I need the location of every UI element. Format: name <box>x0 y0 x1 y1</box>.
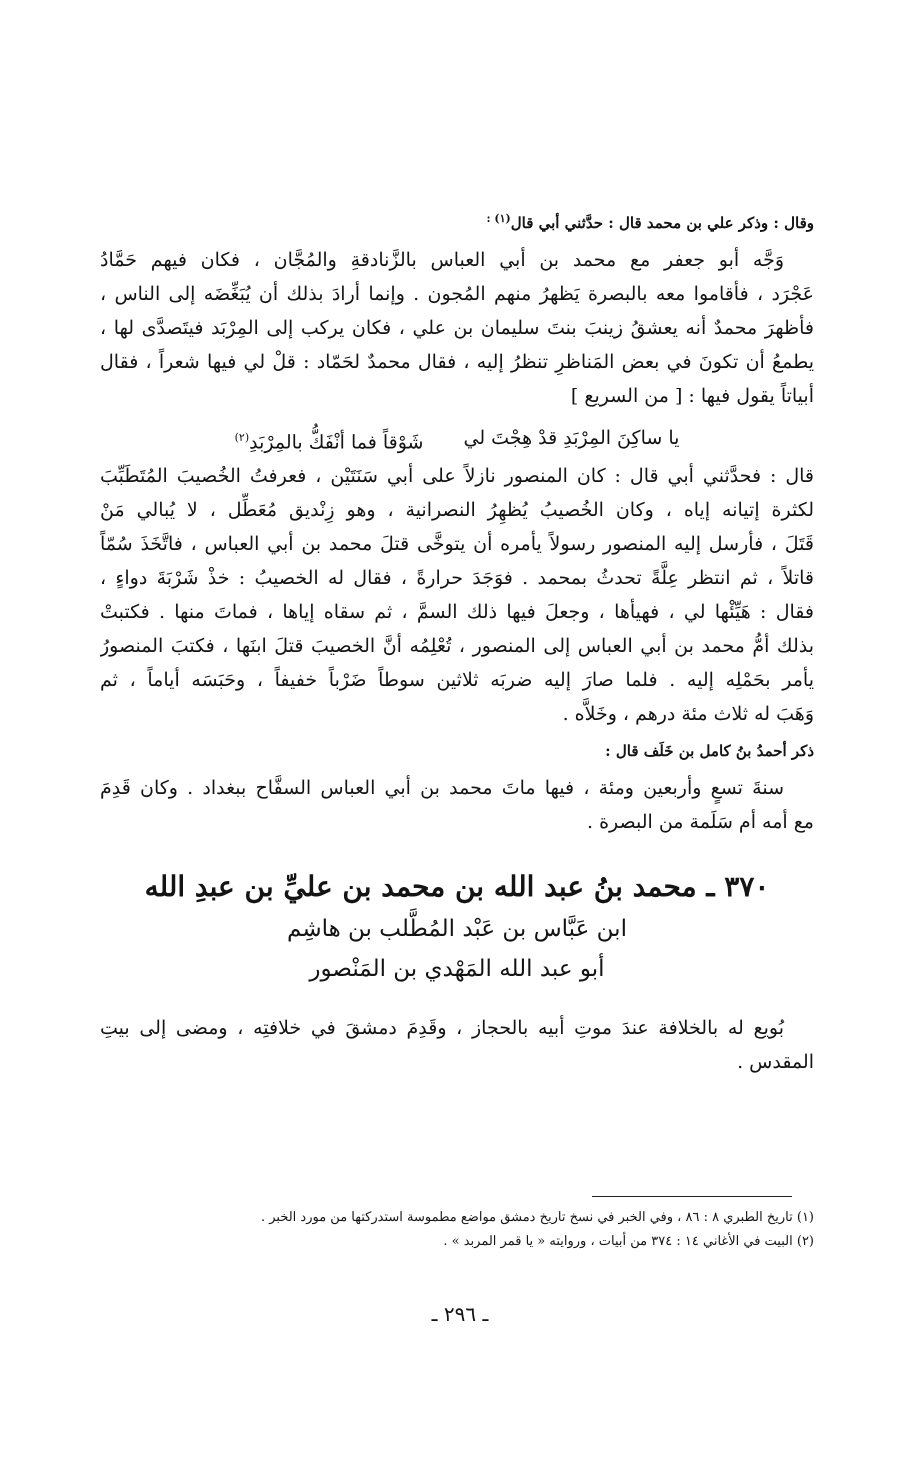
footnotes <box>100 1206 814 1254</box>
paragraph-line: سنةَ تسعٍ وأربعين ومئة ، فيها ماتَ محمد بن أبي العباس السفَّاح ببغداد . وكان قَدِمَ <box>100 777 784 800</box>
intro-footnote-ref: (١) : <box>486 212 511 225</box>
intro-text: وقال : وذكر علي بن محمد قال : حدَّثني أبي قال <box>510 214 814 232</box>
footnote-1: (١) تاريخ الطبري ٨ : ٨٦ ، وفي الخبر في نسخ تاريخ دمشق مواضع مطموسة استدركتها من مورد الخبر . <box>260 1210 814 1225</box>
page-number: ـ ٢٩٦ ـ <box>431 1302 489 1326</box>
paragraph-line: قَتَلَ ، فأرسل إليه المنصور رسولاً يأمره أن يتوخَّى قتلَ محمد بن أبي العباس ، فاتَّخَذَ سُمّاً <box>100 533 814 556</box>
poem-verse <box>100 421 814 459</box>
footnote-separator <box>592 1196 792 1197</box>
paragraph-line: أبياتاً يقول فيها : [ من السريع ] <box>570 385 814 407</box>
paragraph-line: يطمعُ أن تكونَ في بعض المَناظرِ تنظرُ إليه ، فقال محمدٌ لحَمّاد : قلْ لي فيها شعراً ، فقال <box>100 351 814 373</box>
paragraph-2 <box>100 459 814 731</box>
main-text <box>100 205 814 1079</box>
paragraph-line: المقدس . <box>737 1051 814 1074</box>
paragraph-line: فأظهرَ محمدٌ أنه يعشقُ زينبَ بنتَ سليمان بن علي ، فكان يركب إلى المِرْبَد فيتَصدَّى لها ، <box>100 317 814 339</box>
biography-title-main: ٣٧٠ ـ محمد بنُ عبد الله بن محمد بن عليِّ بن عبدِ الله <box>144 870 770 904</box>
verse-footnote-ref: (٢) <box>234 431 250 444</box>
paragraph-1 <box>100 243 814 413</box>
paragraph-line: بذلك أمُّ محمد بن أبي العباس إلى المنصور ، تُعْلِمُه أنَّ الخصيبَ قتلَ ابنَها ، فكتبَ المنصورُ <box>100 635 814 658</box>
biography-title-kunya: أبو عبد الله المَهْدي بن المَنْصور <box>309 956 605 983</box>
paragraph-line: يأمر بحَمْلِه إليه . فلما صارَ إليه ضربَه ثلاثين سوطاً ضَرْباً خفيفاً ، وحَبَسَه أياماً ، ثم <box>100 669 814 692</box>
paragraph-line: بُويع له بالخلافة عندَ موتِ أبيه بالحجاز ، وقَدِمَ دمشقَ في خلافتِه ، ومضى إلى بيتِ <box>100 1017 784 1040</box>
paragraph-4 <box>100 1011 814 1079</box>
paragraph-line: لكثرة إتيانه إياه ، وكان الخُصيبُ يُظهِرُ النصرانية ، وهو زِنْديق مُعَطِّل ، لا يُبالي مَنْ <box>100 499 814 522</box>
verse-first-hemistich: يا ساكِنَ المِرْبَدِ قدْ هِجْتَ لي <box>463 427 680 449</box>
verse-second-hemistich: شَوْقاً فما أنْفَكُّ بالمِرْبَدِ <box>249 431 424 454</box>
paragraph-line: قاتلاً ، ثم انتظر عِلَّةً تحدثُ بمحمد . فوَجَدَ حرارةً ، فقال له الخصيبُ : خذْ شَرْبَةَ دواءٍ ، <box>100 567 814 590</box>
paragraph-line: فقال : هَيِّئْها لي ، فهيأها ، وجعلَ فيها ذلك السمَّ ، ثم سقاه إياها ، فماتَ منها . فكتبتْ <box>100 601 814 624</box>
source-heading: ذكر أحمدُ بنُ كامل بن خَلَف قال : <box>605 742 814 761</box>
footnote-2: (٢) البيت في الأغاني ١٤ : ٣٧٤ من أبيات ، وروايته « يا قمر المربد » . <box>443 1234 814 1249</box>
paragraph-line: قال : فحدَّثني أبي قال : كان المنصور نازلاً على أبي سَنَتَيْن ، فعرفتُ الخُصيبَ المُتَطَبِّبَ <box>100 465 814 488</box>
paragraph-line: وَهَبَ له ثلاث مئة درهم ، وخَلاَّه . <box>562 703 814 726</box>
paragraph-line: وَجَّه أبو جعفر مع محمد بن أبي العباس بالزَّنادقةِ والمُجَّان ، فكان فيهم حَمَّادُ <box>100 249 784 271</box>
intro-heading <box>100 205 814 237</box>
paragraph-line: عَجْرَد ، فأقاموا معه بالبصرة يَظهرُ منهم المُجون . وإنما أرادَ بذلك أن يُبَغِّضَه إلى الناس ، <box>100 283 814 305</box>
paragraph-line: مع أمه أم سَلَمة من البصرة . <box>587 811 814 834</box>
biography-title <box>100 865 814 989</box>
biography-title-lineage: ابن عَبَّاس بن عَبْد المُطَّلب بن هاشِم <box>287 916 627 943</box>
paragraph-3 <box>100 771 814 839</box>
